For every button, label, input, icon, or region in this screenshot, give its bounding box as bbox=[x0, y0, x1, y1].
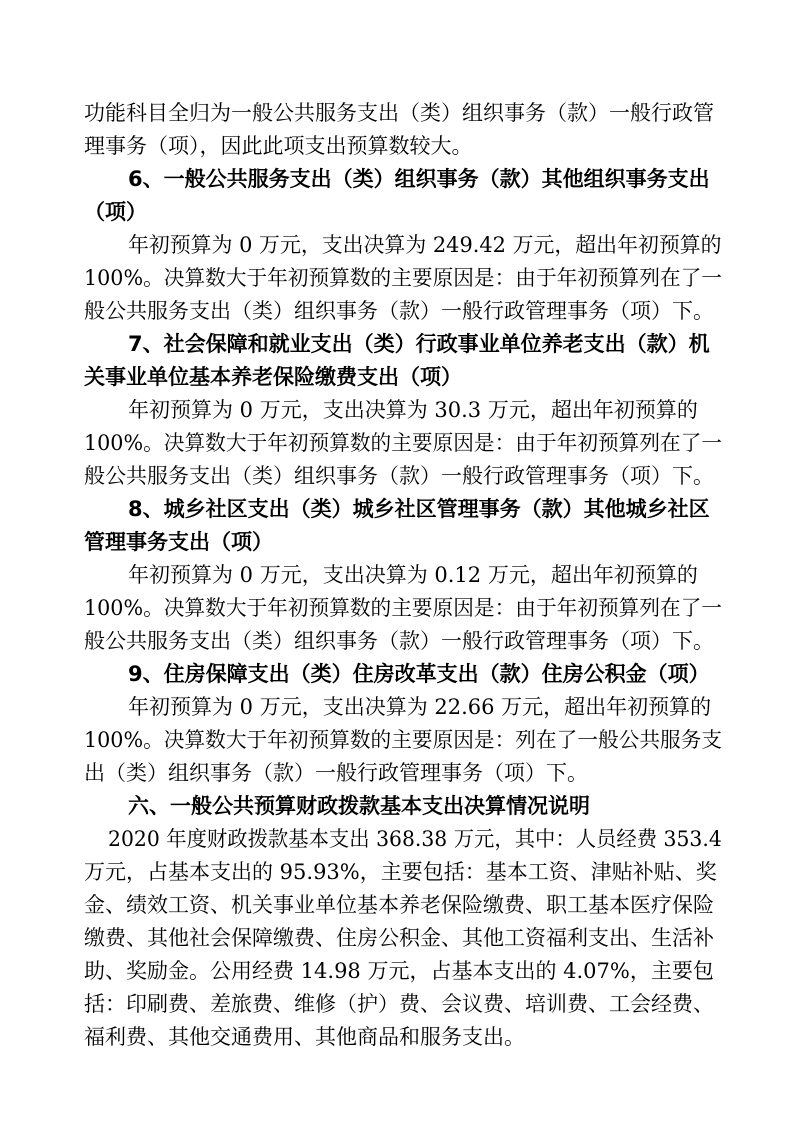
body-text-line: 金、绩效工资、机关事业单位基本养老保险缴费、职工基本医疗保险 bbox=[84, 893, 714, 917]
body-text-line: 功能科目全归为一般公共服务支出（类）组织事务（款）一般行政管 bbox=[84, 101, 714, 125]
body-text-line: 100%。决算数大于年初预算数的主要原因是：由于年初预算列在了一 bbox=[84, 431, 723, 455]
body-text-line: 100%。决算数大于年初预算数的主要原因是：由于年初预算列在了一 bbox=[84, 266, 723, 290]
body-text-line: 般公共服务支出（类）组织事务（款）一般行政管理事务（项）下。 bbox=[84, 629, 714, 653]
body-text-line: 理事务（项），因此此项支出预算数较大。 bbox=[84, 134, 473, 158]
body-text-line: 万元，占基本支出的 95.93%，主要包括：基本工资、津贴补贴、奖 bbox=[84, 860, 717, 884]
body-text-line: 2020 年度财政拨款基本支出 368.38 万元，其中：人员经费 353.4 bbox=[108, 827, 722, 851]
body-text-line: 缴费、其他社会保障缴费、住房公积金、其他工资福利支出、生活补 bbox=[84, 926, 714, 950]
section-heading-6: 6、一般公共服务支出（类）组织事务（款）其他组织事务支出 bbox=[128, 167, 710, 191]
section-heading-8: 8、城乡社区支出（类）城乡社区管理事务（款）其他城乡社区 bbox=[128, 497, 710, 521]
body-text-line: 般公共服务支出（类）组织事务（款）一般行政管理事务（项）下。 bbox=[84, 464, 714, 488]
body-text-line: 般公共服务支出（类）组织事务（款）一般行政管理事务（项）下。 bbox=[84, 299, 714, 323]
body-text-line: 年初预算为 0 万元，支出决算为 0.12 万元，超出年初预算的 bbox=[128, 563, 698, 587]
section-heading-8-cont: 管理事务支出（项） bbox=[84, 530, 273, 554]
body-text-line: 括：印刷费、差旅费、维修（护）费、会议费、培训费、工会经费、 bbox=[84, 992, 714, 1016]
section-heading-7-cont: 关事业单位基本养老保险缴费支出（项） bbox=[84, 365, 462, 389]
chapter-heading-6: 六、一般公共预算财政拨款基本支出决算情况说明 bbox=[128, 794, 590, 818]
body-text-line: 助、奖励金。公用经费 14.98 万元，占基本支出的 4.07%，主要包 bbox=[84, 959, 714, 983]
body-text-line: 出（类）组织事务（款）一般行政管理事务（项）下。 bbox=[84, 761, 588, 785]
body-text-line: 年初预算为 0 万元，支出决算为 249.42 万元，超出年初预算的 bbox=[128, 233, 722, 257]
body-text-line: 福利费、其他交通费用、其他商品和服务支出。 bbox=[84, 1025, 525, 1049]
section-heading-7: 7、社会保障和就业支出（类）行政事业单位养老支出（款）机 bbox=[128, 332, 710, 356]
body-text-line: 年初预算为 0 万元，支出决算为 22.66 万元，超出年初预算的 bbox=[128, 695, 712, 719]
section-heading-6-cont: （项） bbox=[84, 200, 147, 224]
body-text-line: 年初预算为 0 万元，支出决算为 30.3 万元，超出年初预算的 bbox=[128, 398, 698, 422]
body-text-line: 100%。决算数大于年初预算数的主要原因是：由于年初预算列在了一 bbox=[84, 596, 723, 620]
section-heading-9: 9、住房保障支出（类）住房改革支出（款）住房公积金（项） bbox=[128, 662, 710, 686]
body-text-line: 100%。决算数大于年初预算数的主要原因是：列在了一般公共服务支 bbox=[84, 728, 723, 752]
